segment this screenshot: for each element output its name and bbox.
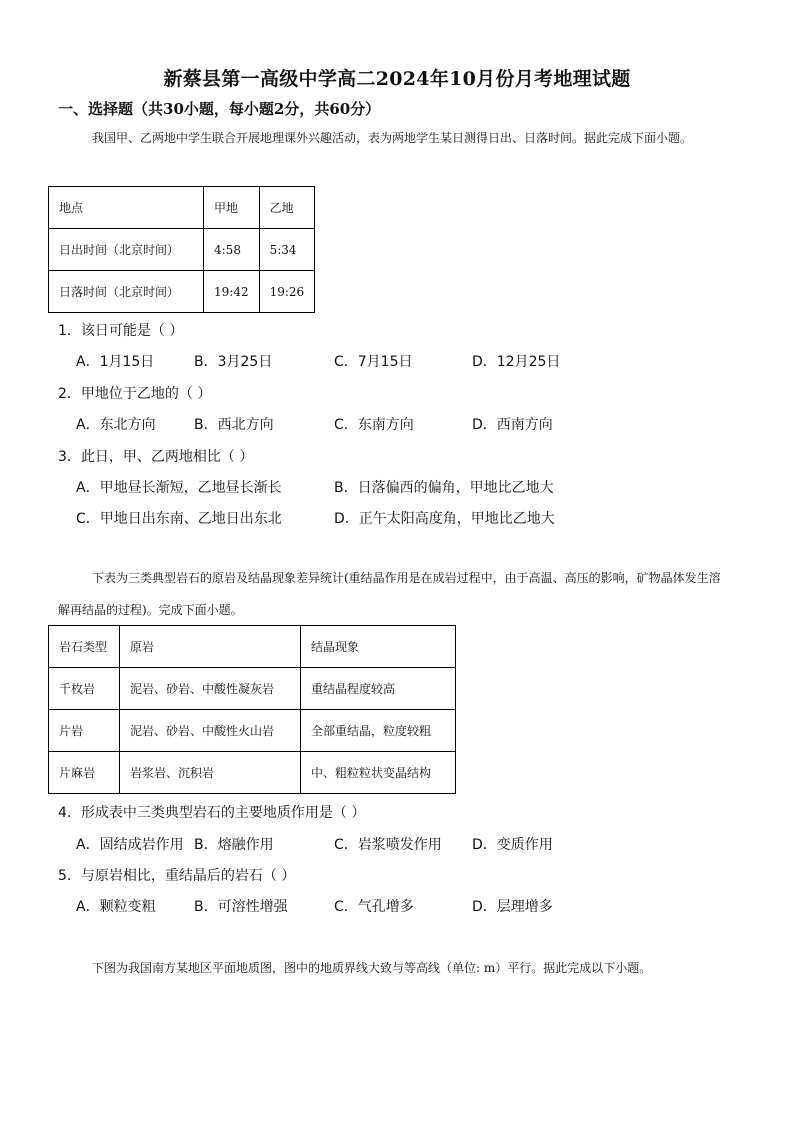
q1-option-b: B．3月25日 bbox=[194, 354, 273, 370]
table-row bbox=[49, 752, 456, 794]
table-row bbox=[49, 229, 315, 271]
q4-option-d: D．变质作用 bbox=[472, 837, 553, 853]
q2-option-b: B．西北方向 bbox=[194, 417, 274, 433]
table-cell: 泥岩、砂岩、中酸性火山岩 bbox=[120, 710, 301, 752]
table-header-cell: 甲地 bbox=[204, 187, 260, 229]
table-header-cell: 结晶现象 bbox=[301, 626, 456, 668]
q5-option-d: D．层理增多 bbox=[472, 899, 553, 915]
table-header-cell: 乙地 bbox=[259, 187, 315, 229]
rock-types-table bbox=[48, 625, 456, 794]
question-3-stem: 3．此日，甲、乙两地相比（ ） bbox=[58, 449, 254, 465]
intro-paragraph-1: 我国甲、乙两地中学生联合开展地理课外兴趣活动，表为两地学生某日测得日出、日落时间。据此完成下面小题。 bbox=[92, 131, 693, 145]
table-cell: 片麻岩 bbox=[49, 752, 120, 794]
table-row bbox=[49, 668, 456, 710]
q3-option-d: D．正午太阳高度角，甲地比乙地大 bbox=[334, 511, 555, 527]
q2-option-d: D．西南方向 bbox=[472, 417, 553, 433]
table-cell: 日落时间（北京时间） bbox=[49, 271, 204, 313]
table-cell: 日出时间（北京时间） bbox=[49, 229, 204, 271]
sunrise-sunset-table bbox=[48, 186, 315, 313]
intro-paragraph-2: 下表为三类典型岩石的原岩及结晶现象差异统计(重结晶作用是在成岩过程中，由于高温、高压的影响，矿物晶体发生溶解再结晶的过程)。完成下面小题。 bbox=[58, 571, 721, 617]
table-cell: 泥岩、砂岩、中酸性凝灰岩 bbox=[120, 668, 301, 710]
table-cell: 重结晶程度较高 bbox=[301, 668, 456, 710]
table-cell: 4:58 bbox=[204, 229, 260, 271]
q4-option-a: A．固结成岩作用 bbox=[76, 837, 184, 853]
table-row bbox=[49, 710, 456, 752]
question-4-stem: 4．形成表中三类典型岩石的主要地质作用是（ ） bbox=[58, 805, 366, 821]
q5-option-a: A．颗粒变粗 bbox=[76, 899, 156, 915]
q1-option-d: D．12月25日 bbox=[472, 354, 561, 370]
page-title: 新蔡县第一高级中学高二2024年10月份月考地理试题 bbox=[163, 68, 631, 90]
q4-option-b: B．熔融作用 bbox=[194, 837, 274, 853]
table-cell: 千枚岩 bbox=[49, 668, 120, 710]
question-2-stem: 2．甲地位于乙地的（ ） bbox=[58, 386, 212, 402]
table-cell: 片岩 bbox=[49, 710, 120, 752]
question-1-stem: 1．该日可能是（ ） bbox=[58, 323, 184, 339]
q2-option-c: C．东南方向 bbox=[334, 417, 414, 433]
q2-option-a: A．东北方向 bbox=[76, 417, 156, 433]
intro-paragraph-3: 下图为我国南方某地区平面地质图，图中的地质界线大致与等高线（单位: m）平行。据此完成以下小题。 bbox=[92, 961, 652, 975]
table-cell: 19:26 bbox=[259, 271, 315, 313]
table-cell: 5:34 bbox=[259, 229, 315, 271]
q1-option-c: C．7月15日 bbox=[334, 354, 413, 370]
table-row bbox=[49, 271, 315, 313]
table-cell: 岩浆岩、沉积岩 bbox=[120, 752, 301, 794]
q4-option-c: C．岩浆喷发作用 bbox=[334, 837, 442, 853]
q5-option-b: B．可溶性增强 bbox=[194, 899, 288, 915]
q3-option-a: A．甲地昼长渐短，乙地昼长渐长 bbox=[76, 480, 282, 496]
section-heading: 一、选择题（共30小题，每小题2分，共60分） bbox=[58, 100, 381, 118]
table-cell: 中、粗粒粒状变晶结构 bbox=[301, 752, 456, 794]
table-header-cell: 地点 bbox=[49, 187, 204, 229]
table-header-cell: 原岩 bbox=[120, 626, 301, 668]
question-5-stem: 5．与原岩相比，重结晶后的岩石（ ） bbox=[58, 868, 296, 884]
q1-option-a: A．1月15日 bbox=[76, 354, 155, 370]
q3-option-b: B．日落偏西的偏角，甲地比乙地大 bbox=[334, 480, 554, 496]
table-cell: 19:42 bbox=[204, 271, 260, 313]
q5-option-c: C．气孔增多 bbox=[334, 899, 414, 915]
table-header-cell: 岩石类型 bbox=[49, 626, 120, 668]
table-cell: 全部重结晶，粒度较粗 bbox=[301, 710, 456, 752]
q3-option-c: C．甲地日出东南、乙地日出东北 bbox=[76, 511, 282, 527]
